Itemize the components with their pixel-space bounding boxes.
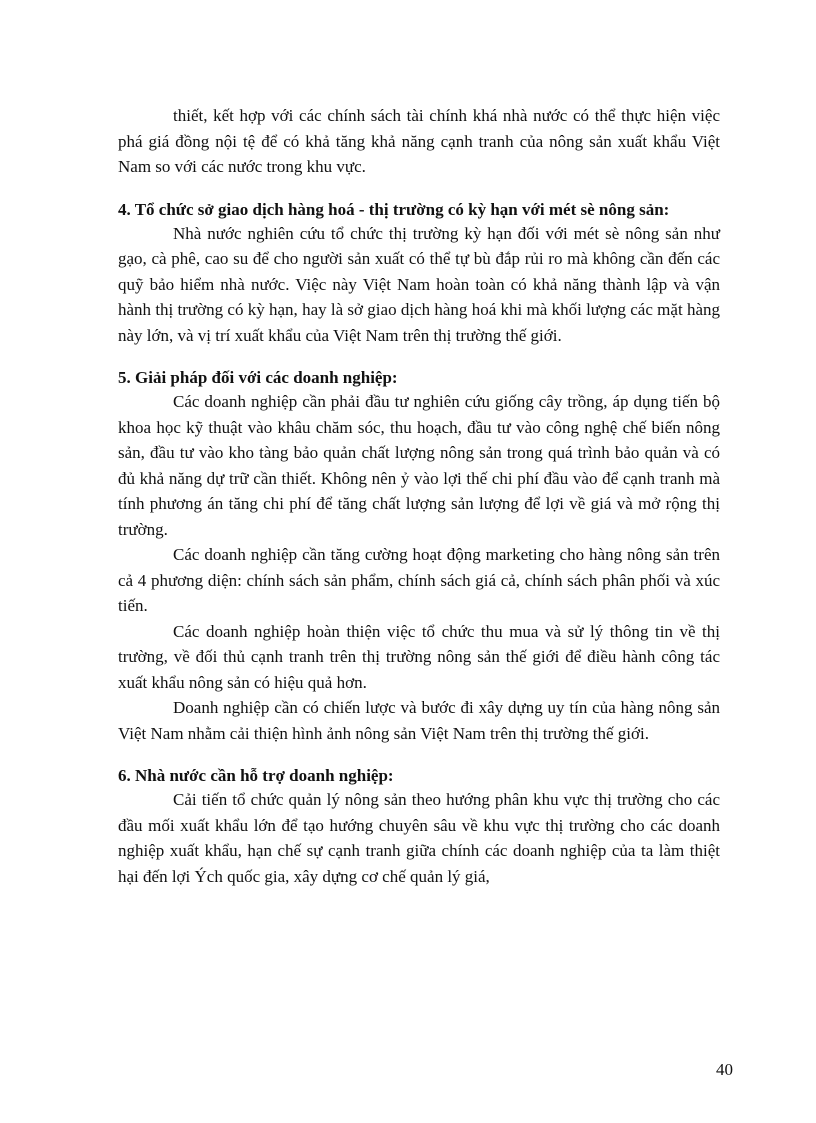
section-4-paragraph-1: Nhà nước nghiên cứu tổ chức thị trường kỳ hạn đối với mét sè nông sản như gạo, cà phê, cao su để cho người sản xuất có thể tự bù đắp rủi ro mà không cần đến các quỹ bảo hiểm nhà nước. Việc này Việt Nam hoàn toàn có khả năng thành lập và vận hành thị trường có kỳ hạn, hay là sở giao dịch hàng hoá khi mà khối lượng các mặt hàng này lớn, và vị trí xuất khẩu của Việt Nam trên thị trường thế giới. <box>118 223 720 345</box>
section-5-paragraph-4: Doanh nghiệp cần có chiến lược và bước đi xây dựng uy tín của hàng nông sản Việt Nam nhằm cải thiện hình ảnh nông sản Việt Nam trên thị trường thế giới. <box>118 698 720 743</box>
intro-paragraph: thiết, kết hợp với các chính sách tài chính khá nhà nước có thể thực hiện việc phá giá đồng nội tệ để có khả tăng khả năng cạnh tranh của nông sản xuất khẩu Việt Nam so với các nước trong khu vực. <box>118 106 720 176</box>
section-heading-5: 5. Giải pháp đối với các doanh nghiệp: <box>118 368 398 387</box>
section-5-paragraph-3: Các doanh nghiệp hoàn thiện việc tổ chức thu mua và sử lý thông tin về thị trường, về đối thủ cạnh tranh trên thị trường nông sản thế giới để điều hành công tác xuất khẩu nông sản có hiệu quả hơn. <box>118 621 720 692</box>
section-5-paragraph-2: Các doanh nghiệp cần tăng cường hoạt động marketing cho hàng nông sản trên cả 4 phương diện: chính sách sản phẩm, chính sách giá cả, chính sách phân phối và xúc tiến. <box>118 545 720 615</box>
page-number: 40 <box>716 1060 733 1079</box>
section-heading-6: 6. Nhà nước cần hỗ trợ doanh nghiệp: <box>118 766 394 785</box>
section-5-paragraph-1: Các doanh nghiệp cần phải đầu tư nghiên cứu giống cây trồng, áp dụng tiến bộ khoa học kỹ thuật vào khâu chăm sóc, thu hoạch, đầu tư vào công nghệ chế biến nông sản, đầu tư vào kho tàng bảo quản chất lượng nông sản trong quá trình bảo quản và có đủ khả năng dự trữ cần thiết. Không nên ỷ vào lợi thế chi phí đầu vào để cạnh tranh mà tính phương án tăng chi phí để tăng chất lượng sản lượng để lợi về giá và mở rộng thị trường. <box>118 392 720 539</box>
page-body <box>118 103 720 889</box>
section-heading-4: 4. Tổ chức sở giao dịch hàng hoá - thị trường có kỳ hạn với mét sè nông sản: <box>118 199 670 219</box>
section-6-paragraph-1: Cải tiến tổ chức quản lý nông sản theo hướng phân khu vực thị trường cho các đầu mối xuất khẩu lớn để tạo hướng chuyên sâu về khu vực thị trường cho các doanh nghiệp xuất khẩu, hạn chế sự cạnh tranh giữa chính các doanh nghiệp của ta làm thiệt hại đến lợi Ých quốc gia, xây dựng cơ chế quản lý giá, <box>118 790 720 886</box>
